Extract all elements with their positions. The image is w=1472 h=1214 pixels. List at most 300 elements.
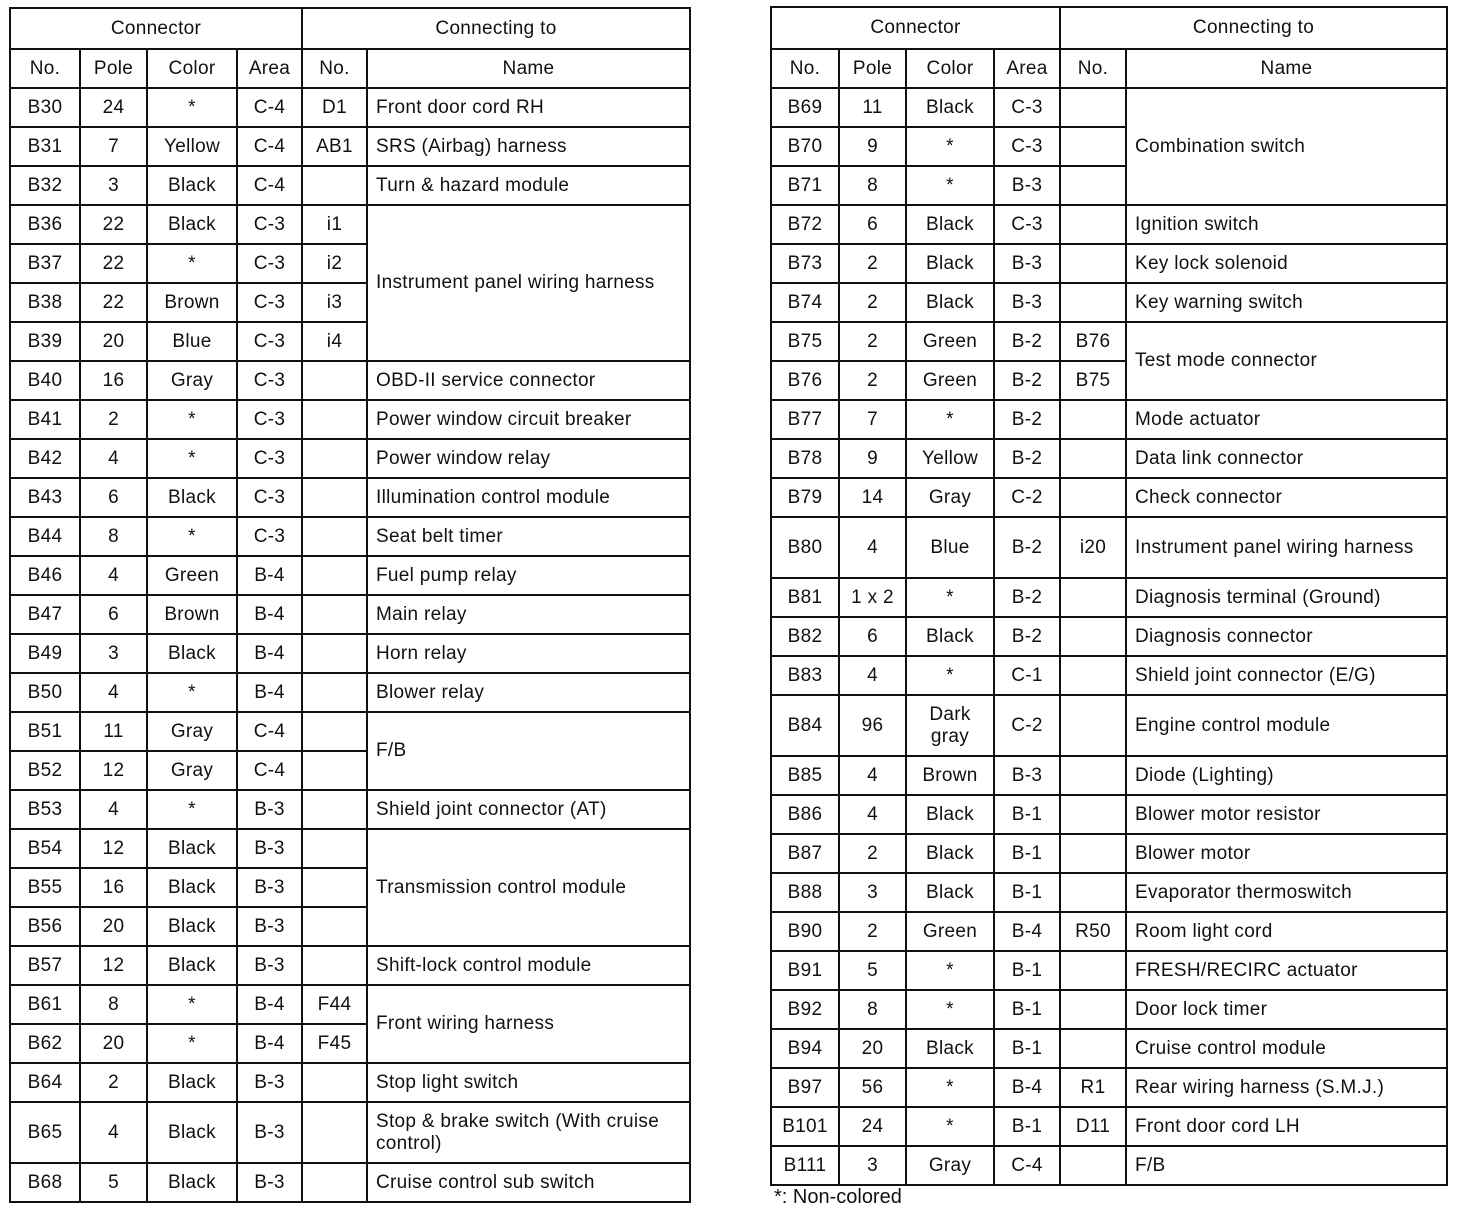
cell-pole: 6: [80, 478, 147, 517]
cell-area: B-2: [994, 361, 1060, 400]
cell-no: B101: [771, 1107, 839, 1146]
cell-pole: 24: [80, 88, 147, 127]
footnote: *: Non-colored: [774, 1186, 902, 1208]
cell-area: C-3: [237, 439, 302, 478]
cell-name: Shift-lock control module: [367, 946, 690, 985]
table-row: [10, 88, 690, 127]
header-name: Name: [367, 49, 690, 88]
cell-color: Brown: [147, 595, 237, 634]
cell-no: B76: [771, 361, 839, 400]
cell-no: B47: [10, 595, 80, 634]
cell-to-no: [302, 712, 367, 751]
cell-no: B73: [771, 244, 839, 283]
header-connector: Connector: [10, 8, 302, 49]
cell-color: *: [147, 1024, 237, 1063]
cell-pole: 11: [839, 88, 906, 127]
cell-pole: 2: [839, 912, 906, 951]
cell-no: B65: [10, 1102, 80, 1163]
cell-pole: 22: [80, 283, 147, 322]
cell-color: Yellow: [147, 127, 237, 166]
cell-to-no: [302, 829, 367, 868]
cell-pole: 12: [80, 829, 147, 868]
cell-area: B-4: [237, 985, 302, 1024]
cell-color: Black: [147, 1163, 237, 1202]
cell-area: C-2: [994, 478, 1060, 517]
cell-to-no: [302, 517, 367, 556]
cell-to-no: [1060, 283, 1126, 322]
cell-pole: 20: [80, 907, 147, 946]
cell-color: Gray: [147, 751, 237, 790]
cell-color: *: [906, 578, 994, 617]
header-no: No.: [771, 49, 839, 88]
cell-name: Stop & brake switch (With cruise control): [367, 1102, 690, 1163]
cell-area: B-3: [237, 946, 302, 985]
header-color: Color: [906, 49, 994, 88]
cell-color: *: [147, 400, 237, 439]
table-row: [10, 946, 690, 985]
header-to-no: No.: [302, 49, 367, 88]
cell-pole: 7: [839, 400, 906, 439]
cell-name: Transmission control module: [367, 829, 690, 946]
cell-area: C-3: [237, 478, 302, 517]
cell-no: B53: [10, 790, 80, 829]
cell-to-no: [1060, 400, 1126, 439]
cell-to-no: [1060, 834, 1126, 873]
cell-area: C-3: [237, 322, 302, 361]
cell-to-no: i4: [302, 322, 367, 361]
cell-pole: 8: [839, 166, 906, 205]
cell-area: B-4: [237, 595, 302, 634]
cell-color: Gray: [906, 1146, 994, 1185]
cell-no: B84: [771, 695, 839, 756]
connector-table-right: [770, 6, 1448, 1186]
cell-to-no: [1060, 695, 1126, 756]
cell-to-no: R50: [1060, 912, 1126, 951]
cell-pole: 16: [80, 868, 147, 907]
cell-color: Brown: [147, 283, 237, 322]
cell-no: B91: [771, 951, 839, 990]
cell-to-no: [1060, 244, 1126, 283]
header-pole: Pole: [80, 49, 147, 88]
header-area: Area: [237, 49, 302, 88]
cell-area: B-1: [994, 1029, 1060, 1068]
cell-pole: 4: [839, 656, 906, 695]
cell-name: Key lock solenoid: [1126, 244, 1447, 283]
cell-to-no: B75: [1060, 361, 1126, 400]
table-row: [10, 673, 690, 712]
cell-pole: 5: [839, 951, 906, 990]
table-row: [10, 127, 690, 166]
cell-pole: 20: [80, 1024, 147, 1063]
cell-no: B46: [10, 556, 80, 595]
cell-no: B78: [771, 439, 839, 478]
cell-no: B56: [10, 907, 80, 946]
table-row: [771, 617, 1447, 656]
table-row: [771, 834, 1447, 873]
cell-to-no: [1060, 617, 1126, 656]
table-row: [771, 1107, 1447, 1146]
cell-pole: 6: [80, 595, 147, 634]
header-connecting-to: Connecting to: [1060, 7, 1447, 49]
cell-pole: 6: [839, 617, 906, 656]
cell-pole: 8: [80, 517, 147, 556]
cell-area: B-4: [237, 673, 302, 712]
cell-name: Horn relay: [367, 634, 690, 673]
cell-to-no: [302, 868, 367, 907]
cell-pole: 16: [80, 361, 147, 400]
table-row: [10, 1063, 690, 1102]
cell-no: B62: [10, 1024, 80, 1063]
cell-no: B68: [10, 1163, 80, 1202]
cell-color: Black: [906, 873, 994, 912]
cell-pole: 24: [839, 1107, 906, 1146]
table-row: [10, 634, 690, 673]
cell-no: B57: [10, 946, 80, 985]
cell-name: Fuel pump relay: [367, 556, 690, 595]
cell-name: Combination switch: [1126, 88, 1447, 205]
cell-no: B86: [771, 795, 839, 834]
cell-area: B-4: [237, 556, 302, 595]
cell-color: Black: [906, 283, 994, 322]
cell-no: B61: [10, 985, 80, 1024]
cell-to-no: [1060, 205, 1126, 244]
cell-to-no: [1060, 1146, 1126, 1185]
cell-no: B50: [10, 673, 80, 712]
cell-name: Stop light switch: [367, 1063, 690, 1102]
cell-no: B41: [10, 400, 80, 439]
cell-name: Shield joint connector (AT): [367, 790, 690, 829]
cell-color: *: [906, 656, 994, 695]
cell-to-no: [1060, 127, 1126, 166]
cell-to-no: [302, 595, 367, 634]
cell-to-no: AB1: [302, 127, 367, 166]
table-row: [771, 695, 1447, 756]
cell-name: Diagnosis connector: [1126, 617, 1447, 656]
cell-area: C-4: [237, 712, 302, 751]
cell-pole: 96: [839, 695, 906, 756]
cell-name: Check connector: [1126, 478, 1447, 517]
table-row: [10, 556, 690, 595]
cell-color: Green: [906, 912, 994, 951]
cell-to-no: [1060, 1029, 1126, 1068]
cell-no: B49: [10, 634, 80, 673]
cell-color: Green: [906, 361, 994, 400]
table-row: [771, 322, 1447, 361]
cell-area: B-3: [994, 283, 1060, 322]
cell-pole: 4: [80, 1102, 147, 1163]
cell-pole: 4: [839, 517, 906, 578]
cell-area: B-3: [237, 1102, 302, 1163]
cell-pole: 12: [80, 751, 147, 790]
table-row: [771, 439, 1447, 478]
cell-area: B-3: [237, 868, 302, 907]
cell-no: B70: [771, 127, 839, 166]
header-color: Color: [147, 49, 237, 88]
cell-to-no: B76: [1060, 322, 1126, 361]
cell-to-no: D1: [302, 88, 367, 127]
cell-area: C-1: [994, 656, 1060, 695]
cell-to-no: [302, 1163, 367, 1202]
cell-pole: 22: [80, 244, 147, 283]
cell-color: Blue: [906, 517, 994, 578]
cell-area: B-3: [994, 244, 1060, 283]
cell-color: Black: [147, 1063, 237, 1102]
cell-color: *: [906, 951, 994, 990]
cell-to-no: F45: [302, 1024, 367, 1063]
table-row: [771, 1146, 1447, 1185]
table-row: [771, 873, 1447, 912]
cell-pole: 2: [839, 322, 906, 361]
cell-no: B43: [10, 478, 80, 517]
table-row: [771, 517, 1447, 578]
cell-no: B77: [771, 400, 839, 439]
cell-no: B72: [771, 205, 839, 244]
cell-name: Rear wiring harness (S.M.J.): [1126, 1068, 1447, 1107]
cell-area: C-3: [994, 127, 1060, 166]
cell-name: Blower relay: [367, 673, 690, 712]
cell-name: Mode actuator: [1126, 400, 1447, 439]
cell-area: B-3: [237, 790, 302, 829]
cell-color: Black: [147, 478, 237, 517]
cell-color: *: [906, 400, 994, 439]
cell-area: C-4: [237, 751, 302, 790]
cell-no: B81: [771, 578, 839, 617]
table-row: [10, 829, 690, 868]
cell-no: B55: [10, 868, 80, 907]
cell-area: C-3: [237, 361, 302, 400]
cell-no: B92: [771, 990, 839, 1029]
cell-to-no: [1060, 756, 1126, 795]
cell-no: B32: [10, 166, 80, 205]
cell-area: B-2: [994, 400, 1060, 439]
cell-pole: 9: [839, 439, 906, 478]
cell-no: B38: [10, 283, 80, 322]
cell-to-no: i1: [302, 205, 367, 244]
cell-name: Engine control module: [1126, 695, 1447, 756]
cell-no: B88: [771, 873, 839, 912]
cell-area: C-4: [994, 1146, 1060, 1185]
cell-no: B85: [771, 756, 839, 795]
cell-area: C-3: [994, 205, 1060, 244]
cell-name: Test mode connector: [1126, 322, 1447, 400]
cell-color: Black: [906, 617, 994, 656]
cell-area: B-4: [994, 1068, 1060, 1107]
cell-area: B-1: [994, 990, 1060, 1029]
cell-name: Instrument panel wiring harness: [1126, 517, 1447, 578]
cell-to-no: F44: [302, 985, 367, 1024]
cell-to-no: [302, 361, 367, 400]
cell-area: B-3: [994, 166, 1060, 205]
cell-area: B-2: [994, 322, 1060, 361]
cell-area: B-1: [994, 873, 1060, 912]
cell-area: B-1: [994, 834, 1060, 873]
cell-to-no: [1060, 439, 1126, 478]
cell-to-no: [302, 166, 367, 205]
cell-color: *: [147, 673, 237, 712]
cell-to-no: [302, 400, 367, 439]
cell-pole: 20: [839, 1029, 906, 1068]
cell-color: Black: [147, 907, 237, 946]
cell-color: Black: [147, 1102, 237, 1163]
cell-name: Blower motor: [1126, 834, 1447, 873]
cell-color: Blue: [147, 322, 237, 361]
cell-color: Black: [147, 205, 237, 244]
cell-area: C-3: [237, 283, 302, 322]
cell-to-no: D11: [1060, 1107, 1126, 1146]
cell-color: *: [147, 517, 237, 556]
cell-name: OBD-II service connector: [367, 361, 690, 400]
cell-pole: 9: [839, 127, 906, 166]
cell-no: B40: [10, 361, 80, 400]
cell-no: B42: [10, 439, 80, 478]
cell-color: Black: [906, 88, 994, 127]
cell-to-no: [1060, 88, 1126, 127]
cell-color: *: [147, 88, 237, 127]
table-row: [10, 517, 690, 556]
table-row: [10, 361, 690, 400]
cell-to-no: [302, 907, 367, 946]
header-pole: Pole: [839, 49, 906, 88]
cell-color: Gray: [906, 478, 994, 517]
cell-name: Key warning switch: [1126, 283, 1447, 322]
cell-to-no: [1060, 578, 1126, 617]
cell-area: B-2: [994, 439, 1060, 478]
cell-pole: 12: [80, 946, 147, 985]
cell-to-no: [302, 673, 367, 712]
cell-area: B-4: [237, 634, 302, 673]
cell-pole: 4: [80, 439, 147, 478]
cell-name: Diode (Lighting): [1126, 756, 1447, 795]
cell-color: *: [147, 985, 237, 1024]
cell-name: Shield joint connector (E/G): [1126, 656, 1447, 695]
table-row: [771, 795, 1447, 834]
cell-area: B-3: [237, 907, 302, 946]
cell-name: Turn & hazard module: [367, 166, 690, 205]
cell-no: B111: [771, 1146, 839, 1185]
cell-to-no: [1060, 951, 1126, 990]
cell-area: B-2: [994, 617, 1060, 656]
cell-no: B30: [10, 88, 80, 127]
cell-to-no: [302, 634, 367, 673]
table-row: [771, 656, 1447, 695]
table-row: [10, 790, 690, 829]
header-to-no: No.: [1060, 49, 1126, 88]
cell-name: Power window relay: [367, 439, 690, 478]
cell-color: Green: [906, 322, 994, 361]
connector-table-left: [9, 7, 691, 1203]
cell-no: B37: [10, 244, 80, 283]
cell-color: Black: [906, 795, 994, 834]
table-row: [771, 912, 1447, 951]
cell-to-no: [302, 751, 367, 790]
cell-area: C-3: [237, 205, 302, 244]
cell-to-no: [302, 1102, 367, 1163]
header-connector: Connector: [771, 7, 1060, 49]
cell-color: *: [906, 990, 994, 1029]
table-row: [10, 985, 690, 1024]
cell-pole: 2: [839, 283, 906, 322]
table-row: [10, 478, 690, 517]
cell-to-no: i2: [302, 244, 367, 283]
cell-to-no: R1: [1060, 1068, 1126, 1107]
table-row: [10, 1163, 690, 1202]
table-row: [10, 1102, 690, 1163]
cell-pole: 4: [80, 673, 147, 712]
cell-name: Diagnosis terminal (Ground): [1126, 578, 1447, 617]
cell-name: Blower motor resistor: [1126, 795, 1447, 834]
cell-color: *: [906, 1068, 994, 1107]
cell-color: Green: [147, 556, 237, 595]
cell-color: Black: [147, 946, 237, 985]
cell-to-no: [1060, 656, 1126, 695]
cell-no: B71: [771, 166, 839, 205]
cell-color: Black: [147, 829, 237, 868]
cell-name: Front door cord LH: [1126, 1107, 1447, 1146]
cell-pole: 7: [80, 127, 147, 166]
table-row: [10, 205, 690, 244]
cell-no: B36: [10, 205, 80, 244]
cell-no: B44: [10, 517, 80, 556]
cell-no: B54: [10, 829, 80, 868]
cell-name: Cruise control sub switch: [367, 1163, 690, 1202]
cell-pole: 2: [839, 244, 906, 283]
cell-to-no: [1060, 795, 1126, 834]
cell-area: C-3: [237, 244, 302, 283]
cell-no: B94: [771, 1029, 839, 1068]
cell-pole: 1 x 2: [839, 578, 906, 617]
table-row: [771, 244, 1447, 283]
cell-no: B74: [771, 283, 839, 322]
cell-color: Black: [906, 244, 994, 283]
cell-name: SRS (Airbag) harness: [367, 127, 690, 166]
cell-color: Yellow: [906, 439, 994, 478]
cell-no: B79: [771, 478, 839, 517]
table-row: [10, 166, 690, 205]
cell-area: B-4: [994, 912, 1060, 951]
cell-color: Gray: [147, 361, 237, 400]
cell-name: Ignition switch: [1126, 205, 1447, 244]
cell-no: B75: [771, 322, 839, 361]
cell-color: Black: [906, 1029, 994, 1068]
cell-to-no: [1060, 990, 1126, 1029]
cell-name: Main relay: [367, 595, 690, 634]
table-row: [10, 712, 690, 751]
cell-name: F/B: [367, 712, 690, 790]
header-connecting-to: Connecting to: [302, 8, 690, 49]
header-name: Name: [1126, 49, 1447, 88]
cell-no: B64: [10, 1063, 80, 1102]
cell-area: B-1: [994, 795, 1060, 834]
cell-pole: 14: [839, 478, 906, 517]
cell-area: B-3: [237, 829, 302, 868]
cell-color: Gray: [147, 712, 237, 751]
cell-name: Data link connector: [1126, 439, 1447, 478]
cell-area: C-2: [994, 695, 1060, 756]
cell-area: B-3: [237, 1163, 302, 1202]
cell-no: B39: [10, 322, 80, 361]
cell-color: Brown: [906, 756, 994, 795]
cell-color: *: [906, 127, 994, 166]
cell-name: Cruise control module: [1126, 1029, 1447, 1068]
cell-pole: 4: [80, 556, 147, 595]
cell-area: C-4: [237, 166, 302, 205]
cell-pole: 6: [839, 205, 906, 244]
cell-color: *: [906, 1107, 994, 1146]
table-row: [771, 205, 1447, 244]
cell-area: B-2: [994, 578, 1060, 617]
cell-to-no: [302, 946, 367, 985]
table-row: [10, 439, 690, 478]
